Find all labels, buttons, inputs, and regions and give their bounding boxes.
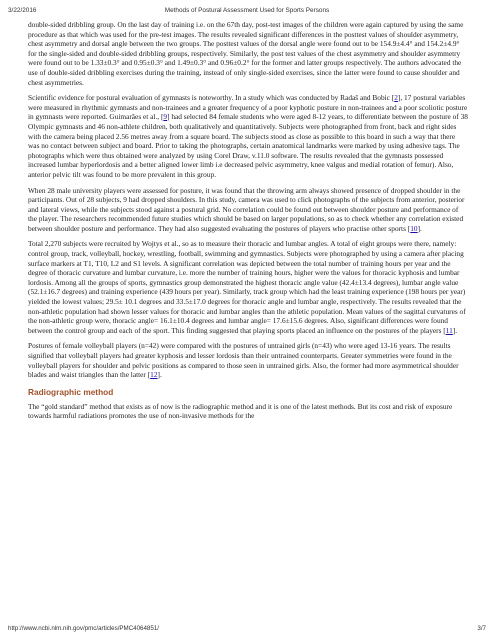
- paragraph-text: ] had selected 84 female students who were aged 8-12 years, to differentiate between the posture of 38 Olympic gymnasts and 46 non-athlete children, both qualitatively and quantitatively. Subjects were photographed from front, back and right sides with the camera being placed 2.56 metres away from a square board. The subjects stood as close as possible to this board in such a way that there was no contact between subject and board. Prior to taking the photographs, certain anatomical landmarks were marked by using adhesive tags. The photographs which were thus obtained were analyzed by using Corel Draw, v.11.0 software. The results revealed that the gymnasts possessed increased lumbar hyperlordosis and a better aligned lower limb i.e decreased pelvic asymmetry, knee valgus and medial rotation of femur). Also, anterior pelvic tilt was found to be more prevalent in this group.: [28, 112, 468, 179]
- paragraph-text: ].: [452, 325, 458, 335]
- print-footer: [8, 625, 486, 635]
- paragraph-text: Postures of female volleyball players (n=42) were compared with the postures of untrained girls (n=43) who were aged 13-16 years. The results signified that volleyball players had greater kyphosis and lesser lordosis than their untrained counterparts. Greater symmetries were found in the volleyball players for shoulder and pelvic positions as compared to those seen in untrained girls. Also, the former had more asymmetrical shoulder blades and waist triangles than the latter [: [28, 341, 459, 380]
- paragraph-gymnasts: [28, 93, 468, 179]
- paragraph-university-players: [28, 186, 468, 234]
- paragraph-text: double-sided dribbling group. On the last day of training i.e. on the 67th day, post-test images of the children were again captured by using the same procedure as that which was used for the pre-test images. The results revealed significant differences in the posttest values of shoulder asymmetry, chest asymmetry and dorsal angle between the two groups. The posttest values of the dorsal angle were found out to be 154.9±4.4° and 154.2±4.9° for the single-sided and double-sided dribbling groups, respectively. Similarly, the post test values of the chest asymmetry and shoulder asymmetry were found out to be 1.33±0.3° and 0.95±0.3° and 1.49±0.3° and 0.96±0.2° for the former and latter groups respectively. The authors advocated the use of double-sided dribbling exercises during the training, instead of only single-sided exercises, since the latter were found to cause shoulder and chest asymmetries.: [28, 20, 464, 87]
- print-title: Methods of Postural Assessment Used for Sports Persons: [164, 7, 330, 14]
- reference-link-12[interactable]: 12: [150, 370, 158, 380]
- paragraph-dribbling: [28, 20, 468, 87]
- paragraph-volleyball: [28, 341, 468, 379]
- reference-link-9[interactable]: 9: [163, 112, 168, 122]
- paragraph-wojtys-study: [28, 239, 468, 335]
- paragraph-text: ].: [417, 223, 422, 233]
- reference-link-2[interactable]: 2: [394, 93, 398, 103]
- reference-link-10[interactable]: 10: [410, 223, 418, 233]
- paragraph-text: ], 17 postural variables were measured in rhythmic gymnasts and non-trainees and a greater frequency of a poor kyphotic posture in non-trainees and a poor scoliotic posture in gymnasts were reported. Guimarães et al., [: [28, 93, 468, 122]
- section-heading-radiographic: Radiographic method: [28, 386, 114, 397]
- paragraph-text: Total 2,270 subjects were recruited by Wojtys et al., so as to measure their thoracic and lumbar angles. A total of eight groups were there, namely: control group, track, volleyball, hockey, wrestling, football, swimming and gymnastics. Subjects were photographed by using a camera after placing surface markers at T1, T10, L2 and S1 levels. A significant correlation was depicted between the total number of training hours per year and the degree of thoracic curvature and lumbar curvature, i.e. more the number of training hours, higher were the values for thoracic kyphosis and lumbar lordosis. Among all the groups of sports, gymnastics group demonstrated the highest thoracic angle value (42.4±13.4 degrees), lumbar angle value (52.1±16.7 degrees) and training experience (439 hours per year). Similarly, track group which had the least training experience (198 hours per year) yielded the lowest values; 29.5± 10.1 degrees and 33.5±17.0 degrees for thoracic angle and lumbar angle, respectively. The results revealed that the non-athletic population had shown lesser values for thoracic and lumbar angles than the athletic population. Mean values of the sagittal curvatures of the non-athletic group were, thoracic angle= 16.1±10.4 degrees and lumbar angle= 17.6±15.6 degrees. Also, significant differences were found between the control group and each of the sport. This finding suggested that playing sports placed an influence on the postures of the players [: [28, 239, 466, 335]
- page-url: http://www.ncbi.nlm.nih.gov/pmc/articles/PMC4064851/: [8, 625, 159, 632]
- reference-link-11[interactable]: 11: [445, 325, 453, 335]
- paragraph-text: ].: [157, 370, 162, 380]
- print-header: [8, 7, 486, 17]
- page-number: 3/7: [477, 625, 486, 632]
- paragraph-text: When 28 male university players were assessed for posture, it was found that the throwing arm always showed presence of dropped shoulder in the participants. Out of 28 subjects, 9 had dropped shoulders. In this study, camera was used to click photographs of the subjects from anterior, posterior and lateral views, while the subjects stood against a postural grid. No correlation could be found out between shoulder posture and performance of the player. The researchers recommended future studies which should be based on larger populations, so as to check whether any correlation existed between shoulder posture and performance. They had also suggested evaluating the postures of players who practise other sports [: [28, 185, 465, 233]
- article-content: [28, 20, 468, 427]
- paragraph-text: Scientific evidence for postural evaluation of gymnasts is noteworthy. In a study which was conducted by Radaš and Bobic [: [28, 93, 395, 103]
- paragraph-radiographic: The “gold standard” method that exists as of now is the radiographic method and it is one of the latest methods. But its cost and risk of exposure towards harmful radiations promotes the use of non-invasive methods for the: [28, 401, 453, 421]
- print-date: 3/22/2016: [8, 7, 37, 14]
